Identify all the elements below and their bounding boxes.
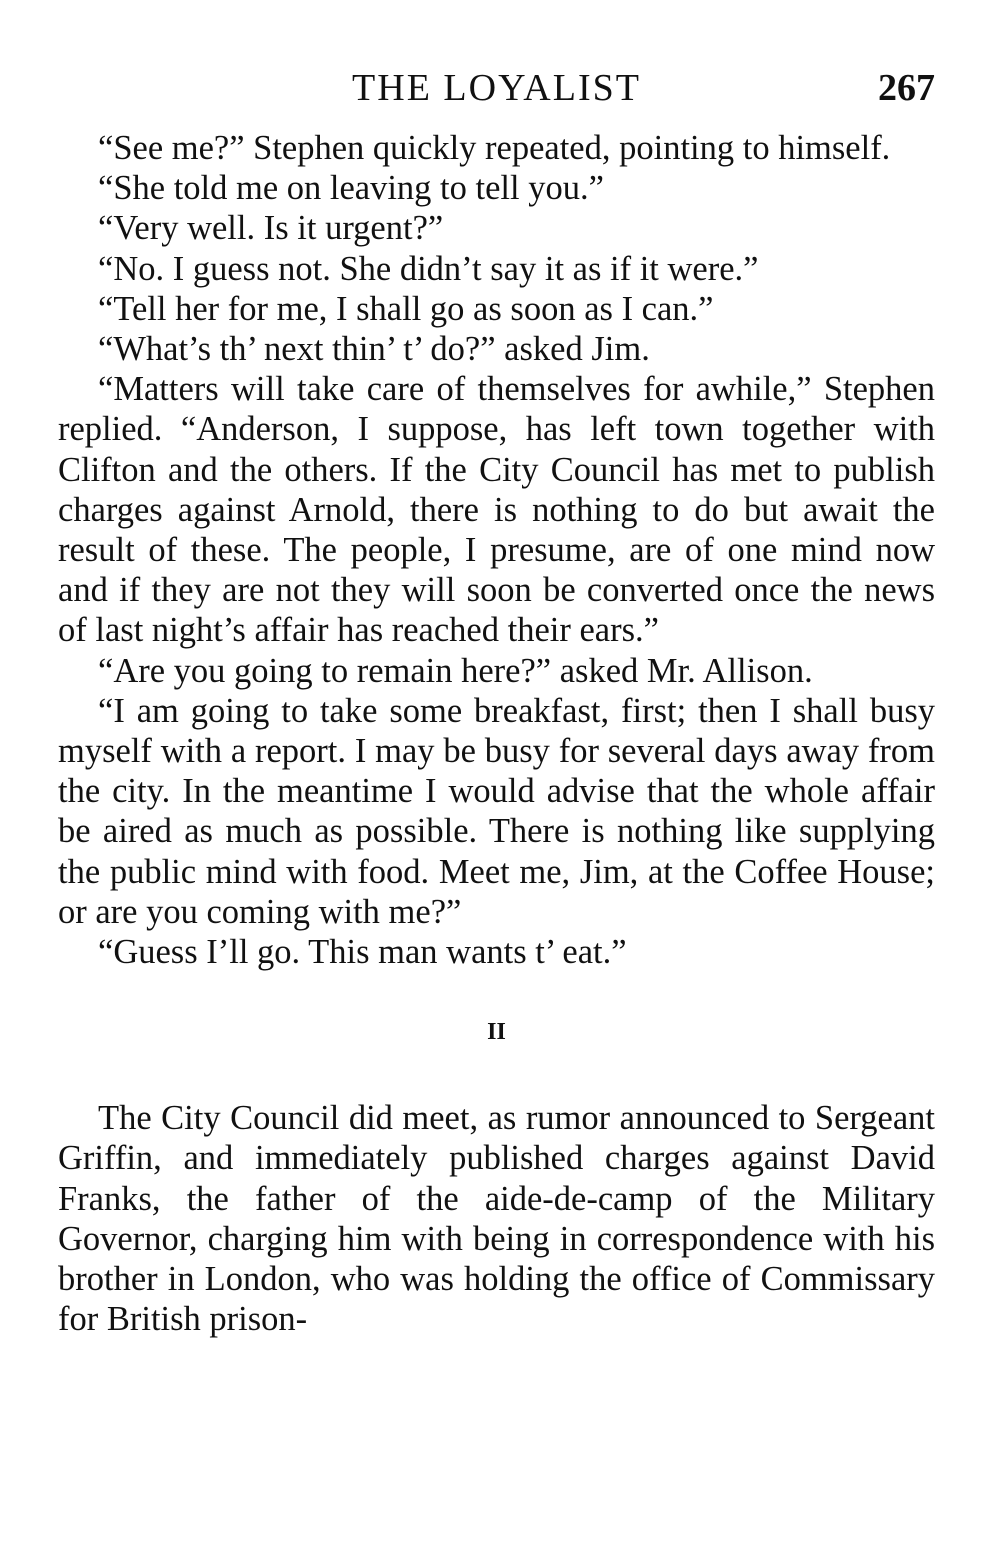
paragraph: “Matters will take care of themselves for awhile,” Stephen replied. “Anderson, I suppose, has left town together with Clifton and the others. If the City Council has met to publish charges against Arnold, there is nothing to do but await the result of these. The people, I presume, are of one mind now and if they are not they will soon be converted once the news of last night’s affair has reached their ears.” <box>58 370 935 650</box>
body-text <box>58 128 935 1339</box>
paragraph: “See me?” Stephen quickly repeated, pointing to himself. <box>98 129 891 167</box>
paragraph: “What’s th’ next thin’ t’ do?” asked Jim. <box>98 330 650 369</box>
paragraph: “No. I guess not. She didn’t say it as if it were.” <box>98 249 759 288</box>
paragraph: “Very well. Is it urgent?” <box>98 209 444 248</box>
section-paragraph: The City Council did meet, as rumor announced to Sergeant Griffin, and immediately published charges against David Franks, the father of the aide-de-camp of the Military Governor, charging him with being in correspondence with his brother in London, who was holding the office of Commissary for British prison- <box>58 1099 935 1339</box>
paragraph: “Tell her for me, I shall go as soon as I can.” <box>98 289 714 328</box>
page-header <box>58 62 935 114</box>
paragraph: “She told me on leaving to tell you.” <box>98 169 604 208</box>
paragraph: “I am going to take some breakfast, first; then I shall busy myself with a report. I may be busy for several days away from the city. In the meantime I would advise that the whole affair be aired as much as possible. There is nothing like supplying the public mind with food. Meet me, Jim, at the Coffee House; or are you coming with me?” <box>58 691 935 931</box>
section-spacer <box>58 1052 935 1098</box>
paragraph: “Guess I’ll go. This man wants t’ eat.” <box>98 933 627 972</box>
section-spacer <box>58 972 935 1012</box>
running-head: THE LOYALIST <box>352 67 641 109</box>
section-number: II <box>487 1019 506 1046</box>
paragraph: “Are you going to remain here?” asked Mr. Allison. <box>98 651 813 690</box>
page-number: 267 <box>878 67 935 109</box>
book-page <box>58 62 935 1339</box>
